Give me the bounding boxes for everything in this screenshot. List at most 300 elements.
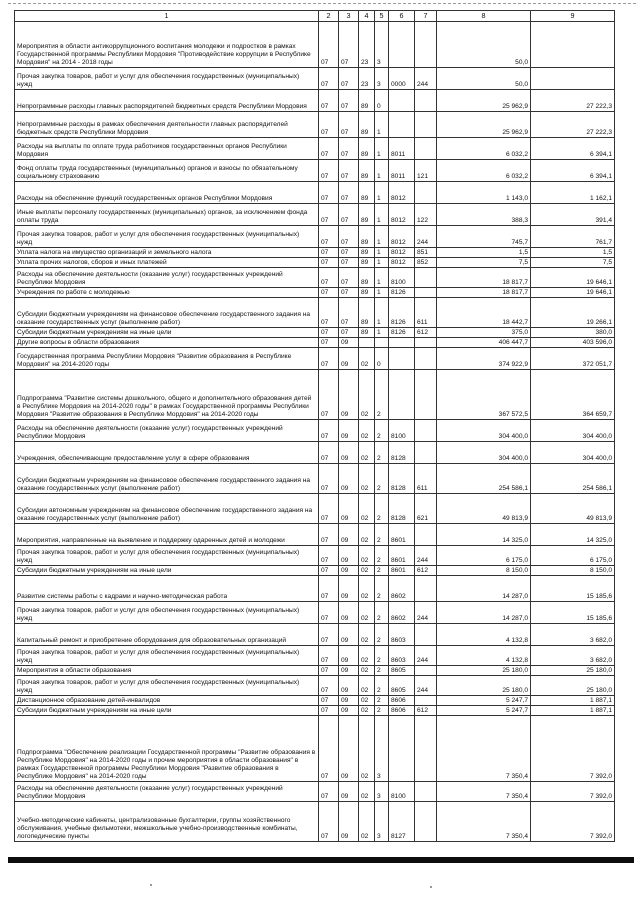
subsection-code-cell: 07 bbox=[339, 68, 359, 90]
section-code-cell: 07 bbox=[319, 160, 339, 182]
expense-type-cell: 611 bbox=[415, 298, 437, 328]
table-row bbox=[15, 602, 615, 624]
section-code-cell: 07 bbox=[319, 348, 339, 370]
expense-type-cell bbox=[415, 90, 437, 112]
subprogram-code-cell: 2 bbox=[375, 576, 389, 602]
amount-year2-cell: 364 659,7 bbox=[531, 370, 615, 420]
expense-type-cell: 851 bbox=[415, 248, 437, 258]
expense-type-cell: 612 bbox=[415, 566, 437, 576]
row-name-cell: Прочая закупка товаров, работ и услуг для обеспечения государственных (муниципальных) нужд bbox=[15, 602, 319, 624]
program-code-cell: 02 bbox=[359, 524, 375, 546]
table-row bbox=[15, 338, 615, 348]
section-code-cell: 07 bbox=[319, 546, 339, 566]
item-code-cell: 8012 bbox=[389, 182, 415, 204]
subprogram-code-cell: 2 bbox=[375, 420, 389, 442]
table-row bbox=[15, 160, 615, 182]
section-code-cell: 07 bbox=[319, 716, 339, 782]
amount-year1-cell: 14 287,0 bbox=[437, 602, 531, 624]
item-code-cell: 8011 bbox=[389, 138, 415, 160]
program-code-cell: 02 bbox=[359, 348, 375, 370]
amount-year2-cell: 27 222,3 bbox=[531, 112, 615, 138]
row-name-cell: Капитальный ремонт и приобретение оборудования для образовательных организаций bbox=[15, 624, 319, 646]
scan-speck bbox=[430, 886, 432, 888]
subsection-code-cell: 07 bbox=[339, 182, 359, 204]
subprogram-code-cell: 1 bbox=[375, 258, 389, 268]
amount-year1-cell: 7 350,4 bbox=[437, 802, 531, 842]
table-row bbox=[15, 802, 615, 842]
table-row bbox=[15, 706, 615, 716]
row-name-cell: Расходы на обеспечение деятельности (оказание услуг) государственных учреждений Республики Мордовия bbox=[15, 782, 319, 802]
subsection-code-cell: 09 bbox=[339, 370, 359, 420]
table-row bbox=[15, 68, 615, 90]
amount-year1-cell: 8 150,0 bbox=[437, 566, 531, 576]
table-row bbox=[15, 696, 615, 706]
section-code-cell: 07 bbox=[319, 226, 339, 248]
row-name-cell: Подпрограмма "Развитие системы дошкольного, общего и дополнительного образования детей в Республике Мордовия на 2014-2020 годы" в рамках Государственной программы Республики Мордовия "Развитие образования в Республике Мордовия" на 2014-2020 годы bbox=[15, 370, 319, 420]
expense-type-cell bbox=[415, 524, 437, 546]
amount-year2-cell: 254 586,1 bbox=[531, 464, 615, 494]
expense-type-cell bbox=[415, 696, 437, 706]
program-code-cell: 89 bbox=[359, 268, 375, 288]
subprogram-code-cell: 0 bbox=[375, 348, 389, 370]
subprogram-code-cell: 1 bbox=[375, 112, 389, 138]
row-name-cell: Мероприятия, направленные на выявление и поддержку одаренных детей и молодежи bbox=[15, 524, 319, 546]
section-code-cell: 07 bbox=[319, 138, 339, 160]
program-code-cell: 89 bbox=[359, 112, 375, 138]
item-code-cell: 8012 bbox=[389, 204, 415, 226]
item-code-cell: 8128 bbox=[389, 494, 415, 524]
subprogram-code-cell: 2 bbox=[375, 546, 389, 566]
row-name-cell: Расходы на обеспечение деятельности (оказание услуг) государственных учреждений Республики Мордовия bbox=[15, 268, 319, 288]
table-row bbox=[15, 782, 615, 802]
subprogram-code-cell: 1 bbox=[375, 138, 389, 160]
expense-type-cell bbox=[415, 288, 437, 298]
section-code-cell: 07 bbox=[319, 802, 339, 842]
program-code-cell: 89 bbox=[359, 258, 375, 268]
amount-year1-cell: 49 813,9 bbox=[437, 494, 531, 524]
subprogram-code-cell: 1 bbox=[375, 182, 389, 204]
amount-year2-cell: 304 400,0 bbox=[531, 442, 615, 464]
program-code-cell: 89 bbox=[359, 160, 375, 182]
subprogram-code-cell: 3 bbox=[375, 716, 389, 782]
subprogram-code-cell: 2 bbox=[375, 706, 389, 716]
amount-year1-cell: 25 962,9 bbox=[437, 112, 531, 138]
subprogram-code-cell: 1 bbox=[375, 226, 389, 248]
subprogram-code-cell: 2 bbox=[375, 676, 389, 696]
amount-year2-cell: 7 392,0 bbox=[531, 802, 615, 842]
table-row bbox=[15, 248, 615, 258]
item-code-cell: 8126 bbox=[389, 328, 415, 338]
subprogram-code-cell: 1 bbox=[375, 328, 389, 338]
header-cell: 2 bbox=[319, 11, 339, 22]
table-row bbox=[15, 268, 615, 288]
subsection-code-cell: 07 bbox=[339, 328, 359, 338]
program-code-cell: 02 bbox=[359, 696, 375, 706]
table-row bbox=[15, 566, 615, 576]
row-name-cell: Непрограммные расходы главных распорядителей бюджетных средств Республики Мордовия bbox=[15, 90, 319, 112]
amount-year1-cell: 6 032,2 bbox=[437, 138, 531, 160]
table-row bbox=[15, 494, 615, 524]
amount-year2-cell: 3 682,0 bbox=[531, 646, 615, 666]
amount-year1-cell: 7,5 bbox=[437, 258, 531, 268]
item-code-cell: 8011 bbox=[389, 160, 415, 182]
table-row bbox=[15, 204, 615, 226]
amount-year2-cell: 15 185,6 bbox=[531, 602, 615, 624]
expense-type-cell: 611 bbox=[415, 464, 437, 494]
expense-type-cell bbox=[415, 802, 437, 842]
program-code-cell: 02 bbox=[359, 716, 375, 782]
item-code-cell bbox=[389, 22, 415, 68]
section-code-cell: 07 bbox=[319, 338, 339, 348]
table-row bbox=[15, 112, 615, 138]
table-row bbox=[15, 442, 615, 464]
row-name-cell: Расходы на обеспечение деятельности (оказание услуг) государственных учреждений Республики Мордовия bbox=[15, 420, 319, 442]
amount-year2-cell: 1 887,1 bbox=[531, 696, 615, 706]
table-row bbox=[15, 226, 615, 248]
amount-year1-cell: 388,3 bbox=[437, 204, 531, 226]
amount-year2-cell: 6 394,1 bbox=[531, 138, 615, 160]
row-name-cell: Уплата прочих налогов, сборов и иных платежей bbox=[15, 258, 319, 268]
subprogram-code-cell: 2 bbox=[375, 494, 389, 524]
amount-year2-cell: 25 180,0 bbox=[531, 666, 615, 676]
row-name-cell: Мероприятия в области антикоррупционного воспитания молодежи и подростков в рамках Государственной программы Республики Мордовия "Противодействие коррупции в Республике Мордовия" на 2014 - 2018 годы bbox=[15, 22, 319, 68]
program-code-cell: 89 bbox=[359, 288, 375, 298]
table-row bbox=[15, 258, 615, 268]
subprogram-code-cell: 1 bbox=[375, 160, 389, 182]
subsection-code-cell: 09 bbox=[339, 420, 359, 442]
section-code-cell: 07 bbox=[319, 298, 339, 328]
program-code-cell: 02 bbox=[359, 706, 375, 716]
amount-year1-cell: 304 400,0 bbox=[437, 442, 531, 464]
program-code-cell: 89 bbox=[359, 226, 375, 248]
header-cell: 7 bbox=[415, 11, 437, 22]
amount-year1-cell: 50,0 bbox=[437, 68, 531, 90]
subsection-code-cell: 09 bbox=[339, 716, 359, 782]
row-name-cell: Расходы на обеспечение функций государственных органов Республики Мордовия bbox=[15, 182, 319, 204]
table-row bbox=[15, 546, 615, 566]
item-code-cell bbox=[389, 338, 415, 348]
section-code-cell: 07 bbox=[319, 624, 339, 646]
amount-year2-cell bbox=[531, 68, 615, 90]
subprogram-code-cell: 2 bbox=[375, 666, 389, 676]
program-code-cell: 89 bbox=[359, 182, 375, 204]
amount-year2-cell: 391,4 bbox=[531, 204, 615, 226]
expense-type-cell bbox=[415, 22, 437, 68]
amount-year2-cell: 380,0 bbox=[531, 328, 615, 338]
item-code-cell: 8605 bbox=[389, 666, 415, 676]
item-code-cell: 8128 bbox=[389, 464, 415, 494]
row-name-cell: Подпрограмма "Обеспечение реализации Государственной программы "Развитие образования в Республике Мордовия" на 2014-2020 годы и прочие мероприятия в области образования" в рамках Государственной программы Республики Мордовия "Развитие образования в Республике Мордовия" на 2014-2020 годы bbox=[15, 716, 319, 782]
section-code-cell: 07 bbox=[319, 68, 339, 90]
row-name-cell: Прочая закупка товаров, работ и услуг для обеспечения государственных (муниципальных) нужд bbox=[15, 546, 319, 566]
subprogram-code-cell: 2 bbox=[375, 442, 389, 464]
table-row bbox=[15, 576, 615, 602]
amount-year1-cell: 406 447,7 bbox=[437, 338, 531, 348]
header-cell: 4 bbox=[359, 11, 375, 22]
amount-year2-cell: 304 400,0 bbox=[531, 420, 615, 442]
amount-year1-cell: 4 132,8 bbox=[437, 624, 531, 646]
amount-year2-cell: 19 646,1 bbox=[531, 268, 615, 288]
section-code-cell: 07 bbox=[319, 22, 339, 68]
item-code-cell: 8602 bbox=[389, 576, 415, 602]
program-code-cell: 02 bbox=[359, 624, 375, 646]
amount-year2-cell: 25 180,0 bbox=[531, 676, 615, 696]
table-row bbox=[15, 90, 615, 112]
subsection-code-cell: 07 bbox=[339, 258, 359, 268]
row-name-cell: Прочая закупка товаров, работ и услуг для обеспечения государственных (муниципальных) нужд bbox=[15, 226, 319, 248]
table-row bbox=[15, 348, 615, 370]
subsection-code-cell: 09 bbox=[339, 782, 359, 802]
expense-type-cell bbox=[415, 782, 437, 802]
expense-type-cell: 244 bbox=[415, 646, 437, 666]
program-code-cell: 02 bbox=[359, 370, 375, 420]
subsection-code-cell: 09 bbox=[339, 602, 359, 624]
table-row bbox=[15, 370, 615, 420]
expense-type-cell bbox=[415, 268, 437, 288]
subsection-code-cell: 07 bbox=[339, 138, 359, 160]
table-row bbox=[15, 716, 615, 782]
program-code-cell: 02 bbox=[359, 546, 375, 566]
subsection-code-cell: 09 bbox=[339, 566, 359, 576]
header-cell: 9 bbox=[531, 11, 615, 22]
row-name-cell: Расходы на выплаты по оплате труда работников государственных органов Республики Мордовия bbox=[15, 138, 319, 160]
subsection-code-cell: 09 bbox=[339, 576, 359, 602]
section-code-cell: 07 bbox=[319, 248, 339, 258]
header-cell: 5 bbox=[375, 11, 389, 22]
expense-type-cell bbox=[415, 576, 437, 602]
row-name-cell: Прочая закупка товаров, работ и услуг для обеспечения государственных (муниципальных) нужд bbox=[15, 646, 319, 666]
expense-type-cell bbox=[415, 348, 437, 370]
amount-year2-cell: 6 175,0 bbox=[531, 546, 615, 566]
subprogram-code-cell: 1 bbox=[375, 268, 389, 288]
item-code-cell: 8100 bbox=[389, 420, 415, 442]
header-cell: 6 bbox=[389, 11, 415, 22]
row-name-cell: Субсидии бюджетным учреждениям на иные цели bbox=[15, 706, 319, 716]
program-code-cell: 02 bbox=[359, 464, 375, 494]
program-code-cell: 89 bbox=[359, 204, 375, 226]
amount-year1-cell: 14 287,0 bbox=[437, 576, 531, 602]
subsection-code-cell: 07 bbox=[339, 22, 359, 68]
item-code-cell: 8012 bbox=[389, 248, 415, 258]
subsection-code-cell: 09 bbox=[339, 338, 359, 348]
subsection-code-cell: 09 bbox=[339, 524, 359, 546]
amount-year2-cell: 49 813,9 bbox=[531, 494, 615, 524]
section-code-cell: 07 bbox=[319, 370, 339, 420]
row-name-cell: Государственная программа Республики Мордовия "Развитие образования в Республике Мордовия" на 2014-2020 годы bbox=[15, 348, 319, 370]
subprogram-code-cell: 1 bbox=[375, 288, 389, 298]
subsection-code-cell: 07 bbox=[339, 112, 359, 138]
program-code-cell: 02 bbox=[359, 494, 375, 524]
expense-type-cell bbox=[415, 666, 437, 676]
item-code-cell: 8605 bbox=[389, 676, 415, 696]
item-code-cell bbox=[389, 348, 415, 370]
expense-type-cell: 121 bbox=[415, 160, 437, 182]
scan-speck bbox=[150, 884, 152, 886]
header-cell: 8 bbox=[437, 11, 531, 22]
subprogram-code-cell bbox=[375, 338, 389, 348]
row-name-cell: Прочая закупка товаров, работ и услуг для обеспечения государственных (муниципальных) нужд bbox=[15, 676, 319, 696]
section-code-cell: 07 bbox=[319, 576, 339, 602]
expense-type-cell bbox=[415, 182, 437, 204]
item-code-cell: 8602 bbox=[389, 602, 415, 624]
subsection-code-cell: 07 bbox=[339, 90, 359, 112]
header-cell: 3 bbox=[339, 11, 359, 22]
section-code-cell: 07 bbox=[319, 566, 339, 576]
expense-type-cell bbox=[415, 420, 437, 442]
program-code-cell: 02 bbox=[359, 566, 375, 576]
expense-type-cell bbox=[415, 442, 437, 464]
program-code-cell: 02 bbox=[359, 646, 375, 666]
row-name-cell: Субсидии бюджетным учреждениям на финансовое обеспечение государственного задания на оказание государственных услуг (выполнение работ) bbox=[15, 464, 319, 494]
item-code-cell: 0000 bbox=[389, 68, 415, 90]
subsection-code-cell: 07 bbox=[339, 204, 359, 226]
subsection-code-cell: 09 bbox=[339, 464, 359, 494]
program-code-cell: 23 bbox=[359, 22, 375, 68]
section-code-cell: 07 bbox=[319, 464, 339, 494]
scan-bottom-bar bbox=[8, 857, 634, 863]
amount-year2-cell: 1 887,1 bbox=[531, 706, 615, 716]
program-code-cell: 23 bbox=[359, 68, 375, 90]
row-name-cell: Учреждения, обеспечивающие предоставление услуг в сфере образования bbox=[15, 442, 319, 464]
table-row bbox=[15, 624, 615, 646]
table-body bbox=[15, 22, 615, 842]
amount-year1-cell: 25 962,9 bbox=[437, 90, 531, 112]
item-code-cell: 8606 bbox=[389, 706, 415, 716]
expense-type-cell: 244 bbox=[415, 676, 437, 696]
subsection-code-cell: 09 bbox=[339, 494, 359, 524]
expense-type-cell bbox=[415, 338, 437, 348]
section-code-cell: 07 bbox=[319, 646, 339, 666]
expense-type-cell bbox=[415, 716, 437, 782]
amount-year2-cell: 7 392,0 bbox=[531, 716, 615, 782]
amount-year2-cell: 15 185,6 bbox=[531, 576, 615, 602]
program-code-cell: 02 bbox=[359, 602, 375, 624]
section-code-cell: 07 bbox=[319, 696, 339, 706]
item-code-cell bbox=[389, 112, 415, 138]
amount-year1-cell: 7 350,4 bbox=[437, 782, 531, 802]
section-code-cell: 07 bbox=[319, 328, 339, 338]
amount-year1-cell: 374 922,9 bbox=[437, 348, 531, 370]
section-code-cell: 07 bbox=[319, 676, 339, 696]
program-code-cell: 89 bbox=[359, 328, 375, 338]
expense-type-cell: 244 bbox=[415, 226, 437, 248]
row-name-cell: Мероприятия в области образования bbox=[15, 666, 319, 676]
amount-year1-cell: 304 400,0 bbox=[437, 420, 531, 442]
subsection-code-cell: 09 bbox=[339, 348, 359, 370]
subprogram-code-cell: 3 bbox=[375, 22, 389, 68]
table-row bbox=[15, 646, 615, 666]
subprogram-code-cell: 1 bbox=[375, 204, 389, 226]
subsection-code-cell: 09 bbox=[339, 696, 359, 706]
item-code-cell: 8126 bbox=[389, 298, 415, 328]
item-code-cell: 8601 bbox=[389, 524, 415, 546]
section-code-cell: 07 bbox=[319, 782, 339, 802]
table-row bbox=[15, 420, 615, 442]
section-code-cell: 07 bbox=[319, 182, 339, 204]
amount-year1-cell: 375,0 bbox=[437, 328, 531, 338]
amount-year1-cell: 7 350,4 bbox=[437, 716, 531, 782]
header-cell: 1 bbox=[15, 11, 319, 22]
program-code-cell: 89 bbox=[359, 138, 375, 160]
subsection-code-cell: 09 bbox=[339, 546, 359, 566]
subsection-code-cell: 07 bbox=[339, 288, 359, 298]
amount-year2-cell: 3 682,0 bbox=[531, 624, 615, 646]
table-row bbox=[15, 22, 615, 68]
expense-type-cell: 612 bbox=[415, 328, 437, 338]
subprogram-code-cell: 2 bbox=[375, 370, 389, 420]
row-name-cell: Учреждения по работе с молодежью bbox=[15, 288, 319, 298]
item-code-cell bbox=[389, 716, 415, 782]
expense-type-cell bbox=[415, 624, 437, 646]
amount-year2-cell: 372 051,7 bbox=[531, 348, 615, 370]
subsection-code-cell: 09 bbox=[339, 706, 359, 716]
subprogram-code-cell: 2 bbox=[375, 624, 389, 646]
program-code-cell: 02 bbox=[359, 782, 375, 802]
subprogram-code-cell: 1 bbox=[375, 248, 389, 258]
subprogram-code-cell: 3 bbox=[375, 782, 389, 802]
expense-type-cell: 244 bbox=[415, 68, 437, 90]
table-row bbox=[15, 666, 615, 676]
section-code-cell: 07 bbox=[319, 706, 339, 716]
subsection-code-cell: 09 bbox=[339, 442, 359, 464]
amount-year1-cell: 6 032,2 bbox=[437, 160, 531, 182]
program-code-cell: 02 bbox=[359, 676, 375, 696]
subprogram-code-cell: 3 bbox=[375, 802, 389, 842]
section-code-cell: 07 bbox=[319, 420, 339, 442]
amount-year1-cell: 18 817,7 bbox=[437, 288, 531, 298]
subsection-code-cell: 09 bbox=[339, 802, 359, 842]
subsection-code-cell: 09 bbox=[339, 646, 359, 666]
amount-year2-cell: 19 266,1 bbox=[531, 298, 615, 328]
row-name-cell: Учебно-методические кабинеты, централизованные бухгалтерии, группы хозяйственного обслуживания, учебные фильмотеки, межшкольные учебно-производственные комбинаты, логопедические пункты bbox=[15, 802, 319, 842]
item-code-cell: 8606 bbox=[389, 696, 415, 706]
subsection-code-cell: 09 bbox=[339, 624, 359, 646]
amount-year1-cell: 1 143,0 bbox=[437, 182, 531, 204]
item-code-cell bbox=[389, 370, 415, 420]
expense-type-cell: 244 bbox=[415, 602, 437, 624]
row-name-cell: Непрограммные расходы в рамках обеспечения деятельности главных распорядителей бюджетных средств Республики Мордовия bbox=[15, 112, 319, 138]
program-code-cell: 89 bbox=[359, 90, 375, 112]
table-row bbox=[15, 676, 615, 696]
amount-year1-cell: 5 247,7 bbox=[437, 706, 531, 716]
row-name-cell: Фонд оплаты труда государственных (муниципальных) органов и взносы по обязательному социальному страхованию bbox=[15, 160, 319, 182]
item-code-cell: 8100 bbox=[389, 782, 415, 802]
section-code-cell: 07 bbox=[319, 112, 339, 138]
table-row bbox=[15, 524, 615, 546]
expense-type-cell bbox=[415, 370, 437, 420]
amount-year2-cell: 1,5 bbox=[531, 248, 615, 258]
amount-year2-cell: 6 394,1 bbox=[531, 160, 615, 182]
row-name-cell: Дистанционное образование детей-инвалидов bbox=[15, 696, 319, 706]
program-code-cell: 89 bbox=[359, 248, 375, 258]
amount-year1-cell: 25 180,0 bbox=[437, 676, 531, 696]
row-name-cell: Субсидии бюджетным учреждениям на иные цели bbox=[15, 328, 319, 338]
table-row bbox=[15, 464, 615, 494]
subprogram-code-cell: 2 bbox=[375, 566, 389, 576]
item-code-cell: 8601 bbox=[389, 566, 415, 576]
amount-year1-cell: 745,7 bbox=[437, 226, 531, 248]
expense-type-cell: 612 bbox=[415, 706, 437, 716]
expense-type-cell bbox=[415, 112, 437, 138]
expense-type-cell: 122 bbox=[415, 204, 437, 226]
budget-table bbox=[14, 10, 615, 842]
subsection-code-cell: 07 bbox=[339, 226, 359, 248]
amount-year2-cell: 403 596,0 bbox=[531, 338, 615, 348]
amount-year1-cell: 18 442,7 bbox=[437, 298, 531, 328]
expense-type-cell bbox=[415, 138, 437, 160]
section-code-cell: 07 bbox=[319, 90, 339, 112]
subprogram-code-cell: 2 bbox=[375, 696, 389, 706]
